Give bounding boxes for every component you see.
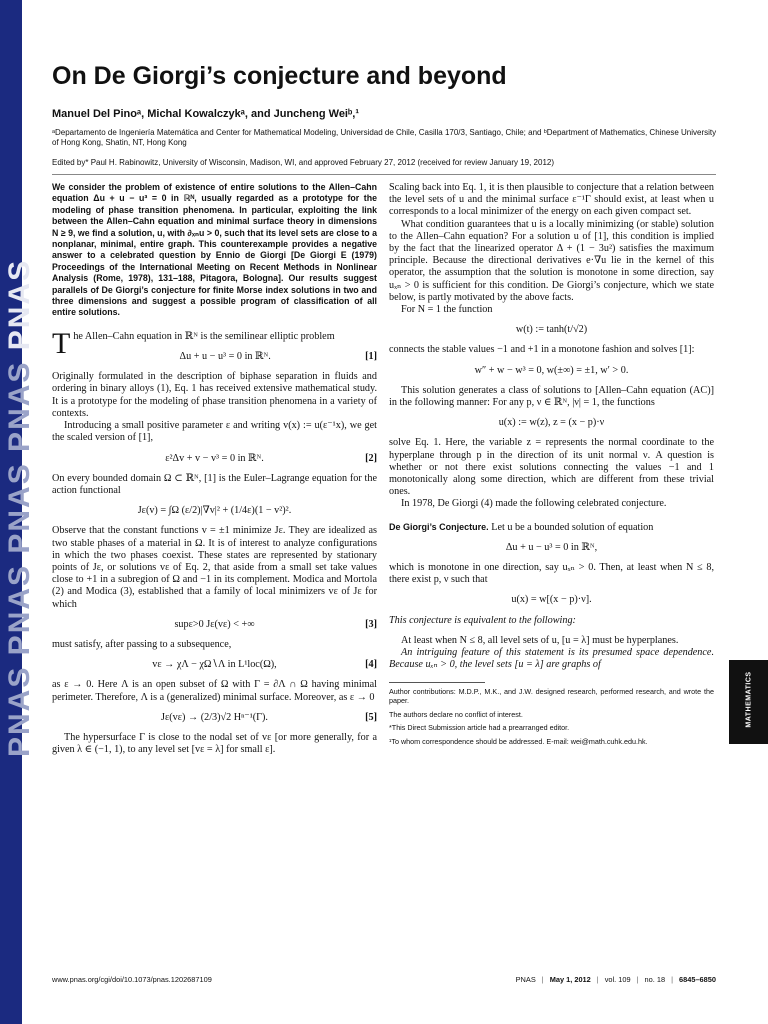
- equation-2: [52, 453, 377, 465]
- footer-number: no. 18: [644, 975, 666, 984]
- paper-title: On De Giorgi’s conjecture and beyond: [52, 62, 507, 90]
- paragraph: which is monotone in one direction, say uₓₙ > 0. Then, at least when N ≤ 8, there exist p, ν such that: [389, 562, 714, 586]
- footnote-correspondence: ¹To whom correspondence should be addressed. E-mail: wei@math.cuhk.edu.hk.: [389, 736, 648, 746]
- paragraph: must satisfy, after passing to a subsequence,: [52, 638, 232, 650]
- footer-pages: 6845–6850: [679, 975, 716, 984]
- equation-5: [52, 712, 377, 724]
- paragraph: On every bounded domain Ω ⊂ ℝᴺ, [1] is the Euler–Lagrange equation for the action functional: [52, 472, 377, 496]
- footnote-contributions: Author contributions: M.D.P., M.K., and J.W. designed research, performed research, and wrote the paper.: [389, 686, 714, 705]
- left-column: [52, 182, 377, 756]
- abstract: We consider the problem of existence of entire solutions to the Allen–Cahn equation Δu + u − u³ = 0 in ℝᴺ, usually regarded as a prototype for the modeling of phase transition phenomena. In particular, exploiting the link between the Allen–Cahn equation and minimal surface theory in dimensions N ≥ 9, we find a solution, u, with ∂ₓₙu > 0, such that its level sets are close to a nonplanar, minimal, entire graph. This counterexample provides a negative answer to a celebrated question by Ennio de Giorgi [De Giorgi E (1979) Proceedings of the International Meeting on Recent Methods in Nonlinear Analysis (Rome, 1978), 131–188, Pitagora, Bologna]. Our results suggest parallels of De Giorgi’s conjecture for finite Morse index solutions in two and three dimensions and suggest a possible program of classification of all entire solutions.: [52, 182, 377, 318]
- author-list: Manuel Del Pinoᵃ, Michal Kowalczykᵃ, and Juncheng Weiᵇ,¹: [52, 108, 360, 120]
- paragraph: Introducing a small positive parameter ε and writing v(x) := u(ε⁻¹x), we get the scaled version of [1],: [52, 420, 377, 444]
- paragraph: What condition guarantees that u is a locally minimizing (or stable) solution to the Allen–Cahn equation? For a solution u of [1], this condition is implied by the fact that the linearized operator Δ + (1 − 3u²) satisfies the maximum principle. Because the directional derivatives e·∇u lie in the kernel of this operator, the assumption that the solution is monotone in some direction, say uₓₙ > 0 is sufficient for this condition. De Giorgi’s conjecture, which we state below, is partly motivated by the above facts.: [389, 218, 714, 303]
- equation-3: [52, 619, 377, 631]
- footer-date: May 1, 2012: [549, 975, 591, 984]
- intro-text: he Allen–Cahn equation in ℝᴺ is the semilinear elliptic problem: [73, 330, 335, 342]
- equation-solution: u(x) := w(z), z = (x − p)·ν: [498, 417, 605, 429]
- paragraph: In 1978, De Giorgi (4) made the following celebrated conjecture.: [401, 498, 667, 510]
- paragraph: This conjecture is equivalent to the following:: [389, 614, 576, 626]
- paragraph: For N = 1 the function: [401, 304, 493, 316]
- equation-5-number: [5]: [365, 711, 377, 723]
- equation-5-body: Jε(vε) → (2/3)√2 Hⁿ⁻¹(Γ).: [161, 711, 268, 723]
- sidebar-brand-repeat: PNAS PNAS PNAS PNAS: [3, 360, 36, 757]
- equation-1-number: [1]: [365, 351, 377, 363]
- footnote-conflict: The authors declare no conflict of interest.: [389, 709, 523, 719]
- paragraph: Scaling back into Eq. 1, it is then plausible to conjecture that a relation between the level sets of u and the minimal surface ε⁻¹Γ should exist, at least when u corresponds to a local minimizer of the energy on each given compact set.: [389, 182, 714, 218]
- footnote-divider: [389, 682, 485, 683]
- equation-4-number: [4]: [365, 659, 377, 671]
- paragraph: connects the stable values −1 and +1 in a monotone fashion and solves [1]:: [389, 344, 695, 356]
- header-divider: [52, 174, 716, 175]
- equation-3-number: [3]: [365, 618, 377, 630]
- equation-4-body: vε → χΛ − χΩ∖Λ in L¹loc(Ω),: [152, 659, 277, 671]
- footnotes: [389, 687, 714, 747]
- equation-2-number: [2]: [365, 452, 377, 464]
- section-tab: [729, 660, 768, 744]
- doi-link[interactable]: www.pnas.org/cgi/doi/10.1073/pnas.1202687109: [52, 975, 212, 984]
- page-footer: PNAS | May 1, 2012 | vol. 109 | no. 18 | 6845–6850: [515, 975, 716, 984]
- journal-sidebar: [0, 0, 36, 1024]
- sidebar-brand: [3, 117, 37, 757]
- equation-1-body: Δu + u − u³ = 0 in ℝᴺ.: [179, 351, 271, 363]
- equation-conjecture-solution: u(x) = w[(x − p)·ν].: [511, 594, 592, 606]
- footnote-direct-submission: *This Direct Submission article had a prearranged editor.: [389, 723, 570, 732]
- paragraph: This solution generates a class of solutions to [Allen–Cahn equation (AC)] in the following manner: For any p, ν ∈ ℝᴺ, |ν| = 1, the functions: [389, 384, 714, 409]
- right-column: [389, 182, 714, 750]
- edited-by: Edited by* Paul H. Rabinowitz, University of Wisconsin, Madison, WI, and approved February 27, 2012 (received for review January 19, 2012): [52, 158, 555, 167]
- footer-journal: PNAS: [515, 975, 536, 984]
- paragraph: Observe that the constant functions v = ±1 minimize Jε. They are idealized as two stable phases of a material in Ω. It is of interest to analyze configurations in which the two phases coexist. These states are represented by stationary points of Jε, or solutions vε of Eq. 2, that aside from a small set take values close to +1 in a subregion of Ω and −1 in its complement. Modica and Mortola (2) and Modica (3), established that a family of local minimizers vε of Jε for which: [52, 525, 377, 610]
- footer-volume: vol. 109: [604, 975, 631, 984]
- equation-3-body: supε>0 Jε(vε) < +∞: [174, 618, 255, 630]
- paragraph: At least when N ≤ 8, all level sets of u, [u = λ] must be hyperplanes.: [401, 634, 679, 646]
- paragraph: An intriguing feature of this statement is its presumed space dependence. Because uₓₙ > 0, the level sets [u = λ] are graphs of: [389, 647, 714, 671]
- paragraph: solve Eq. 1. Here, the variable z = represents the normal coordinate to the hyperplane through p in the direction of its unit normal ν. A question is whether or not there exist solutions connecting the values −1 and 1 monotonically along some direction, which are different from these trivial ones.: [389, 437, 714, 498]
- conjecture-statement: [389, 521, 714, 534]
- equation-tanh: w(t) := tanh(t/√2): [515, 324, 588, 336]
- equation-2-body: ε²Δv + v − v³ = 0 in ℝᴺ.: [165, 452, 264, 464]
- drop-cap: T: [52, 326, 71, 360]
- paragraph: The hypersurface Γ is close to the nodal set of vε [or more generally, for a given λ ∈ (−1, 1), to any level set [vε = λ] for small ε].: [52, 731, 377, 756]
- equation-action-functional: Jε(v) = ∫Ω (ε/2)|∇v|² + (1/4ε)(1 − v²)².: [137, 505, 292, 517]
- conjecture-heading: De Giorgi’s Conjecture.: [389, 521, 489, 532]
- equation-4: [52, 659, 377, 671]
- equation-1: [52, 351, 377, 363]
- affiliations: ᵃDepartamento de Ingeniería Matemática and Center for Mathematical Modeling, Universidad de Chile, Casilla 170/3, Santiago, Chile; and ᵇDepartment of Mathematics, Chinese University of Hong Kong, Shatin, NT, Hong Kong: [52, 128, 717, 147]
- conjecture-text: Let u be a bounded solution of equation: [488, 521, 654, 533]
- paragraph: Originally formulated in the description of biphase separation in fluids and ordering in binary alloys (1), Eq. 1 has received extensive mathematical study. It is a prototype for the modeling of phase transition phenomena in a variety of contexts.: [52, 371, 377, 419]
- section-tab-label: MATHEMATICS: [745, 671, 753, 728]
- paragraph: as ε → 0. Here Λ is an open subset of Ω with Γ = ∂Λ ∩ Ω having minimal perimeter. Therefore, Λ is a (generalized) minimal surface. Moreover, as ε → 0: [52, 679, 377, 703]
- sidebar-brand-main: PNAS: [3, 258, 36, 351]
- equation-conjecture: Δu + u − u³ = 0 in ℝᴺ,: [505, 541, 598, 553]
- equation-ode: w″ + w − w³ = 0, w(±∞) = ±1, w′ > 0.: [474, 364, 629, 376]
